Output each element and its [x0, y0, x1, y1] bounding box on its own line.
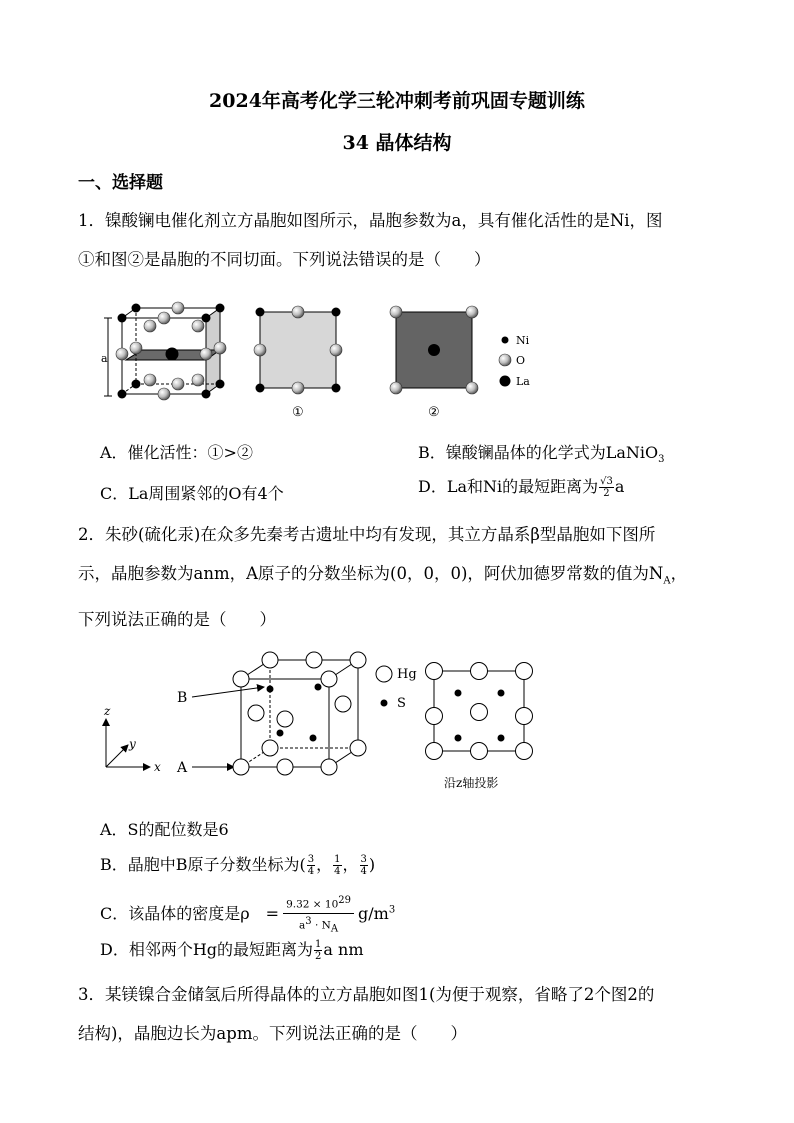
section-heading: 一、选择题 — [78, 173, 163, 193]
legend-la: La — [516, 375, 530, 388]
q2-axes — [106, 719, 150, 767]
legend-hg: Hg — [397, 667, 417, 682]
q1-option-b[interactable]: B．镍酸镧晶体的化学式为LaNiO$_3$ — [418, 443, 665, 466]
q1-stem-line1: 1．镍酸镧电催化剂立方晶胞如图所示，晶胞参数为a，具有催化活性的是Ni，图 — [78, 211, 663, 230]
label-a: A — [177, 760, 188, 776]
legend-o: O — [516, 354, 526, 367]
q2-projection — [426, 663, 533, 791]
q2-option-a[interactable]: A．S的配位数是6 — [100, 820, 229, 839]
q3-stem-line2: 结构)，晶胞边长为apm。下列说法正确的是（ ） — [78, 1024, 467, 1043]
axis-y-label: y — [129, 737, 136, 751]
q2-option-d[interactable]: D．相邻两个Hg的最短距离为 $\frac{1}{2}$ a nm — [100, 939, 364, 962]
q2-option-b[interactable]: B．晶胞中B原子分数坐标为( $\frac{3}{4}$ ， $\frac{1}{4}$ ， $\frac{3}{4}$ ) — [100, 854, 376, 877]
question-3-stem — [78, 975, 738, 1053]
q1-option-d[interactable]: D．La和Ni的最短距离为 $\frac{√3}{2}$ a — [418, 476, 625, 499]
projection-caption: 沿z轴投影 — [444, 776, 499, 790]
q3-stem-line1: 3．某镁镍合金储氢后所得晶体的立方晶胞如图1(为便于观察，省略了2个图2的 — [78, 985, 655, 1004]
page-title: 2024年高考化学三轮冲刺考前巩固专题训练 — [209, 90, 585, 112]
q2-stem-line3: 下列说法正确的是（ ） — [78, 610, 276, 630]
q1-stem-line2: ①和图②是晶胞的不同切面。下列说法错误的是（ ） — [78, 250, 491, 269]
q1-cut-1-label: ① — [292, 405, 304, 420]
question-1-stem — [78, 201, 738, 279]
q1-figure — [96, 292, 556, 422]
axis-x-label: x — [154, 760, 161, 774]
legend-s: S — [397, 696, 406, 711]
axis-z-label: z — [104, 704, 111, 718]
q2-stem-line2: 示，晶胞参数为anm，A原子的分数坐标为(0，0，0)，阿伏加德罗常数的值为$N_A$， — [78, 564, 688, 587]
q1-option-c[interactable]: C．La周围紧邻的O有4个 — [100, 484, 284, 503]
q1-option-a[interactable]: A．催化活性：①>② — [100, 443, 253, 462]
q1-cut-2 — [390, 306, 478, 420]
q2-stem-line1: 2．朱砂(硫化汞)在众多先秦考古遗址中均有发现，其立方晶系β型晶胞如下图所 — [78, 525, 656, 544]
question-2-stem — [78, 515, 738, 639]
label-b: B — [177, 690, 188, 706]
legend-ni: Ni — [516, 334, 530, 347]
q2-unit-cell — [233, 652, 366, 775]
q2-option-c[interactable]: C．该晶体的密度是ρ = $\frac{9.32 \times 10^{29}}{a^3 \cdot N_A}$ $g/m^3$ — [100, 895, 396, 935]
q2-figure — [96, 645, 556, 800]
q1-edge-label: a — [101, 352, 108, 365]
q1-unit-cell — [101, 302, 226, 400]
page-subtitle: 34 晶体结构 — [342, 132, 452, 154]
q2-legend — [376, 666, 417, 711]
q1-cut-2-label: ② — [428, 405, 440, 420]
q1-cut-1 — [254, 306, 342, 420]
q1-legend — [499, 334, 530, 388]
